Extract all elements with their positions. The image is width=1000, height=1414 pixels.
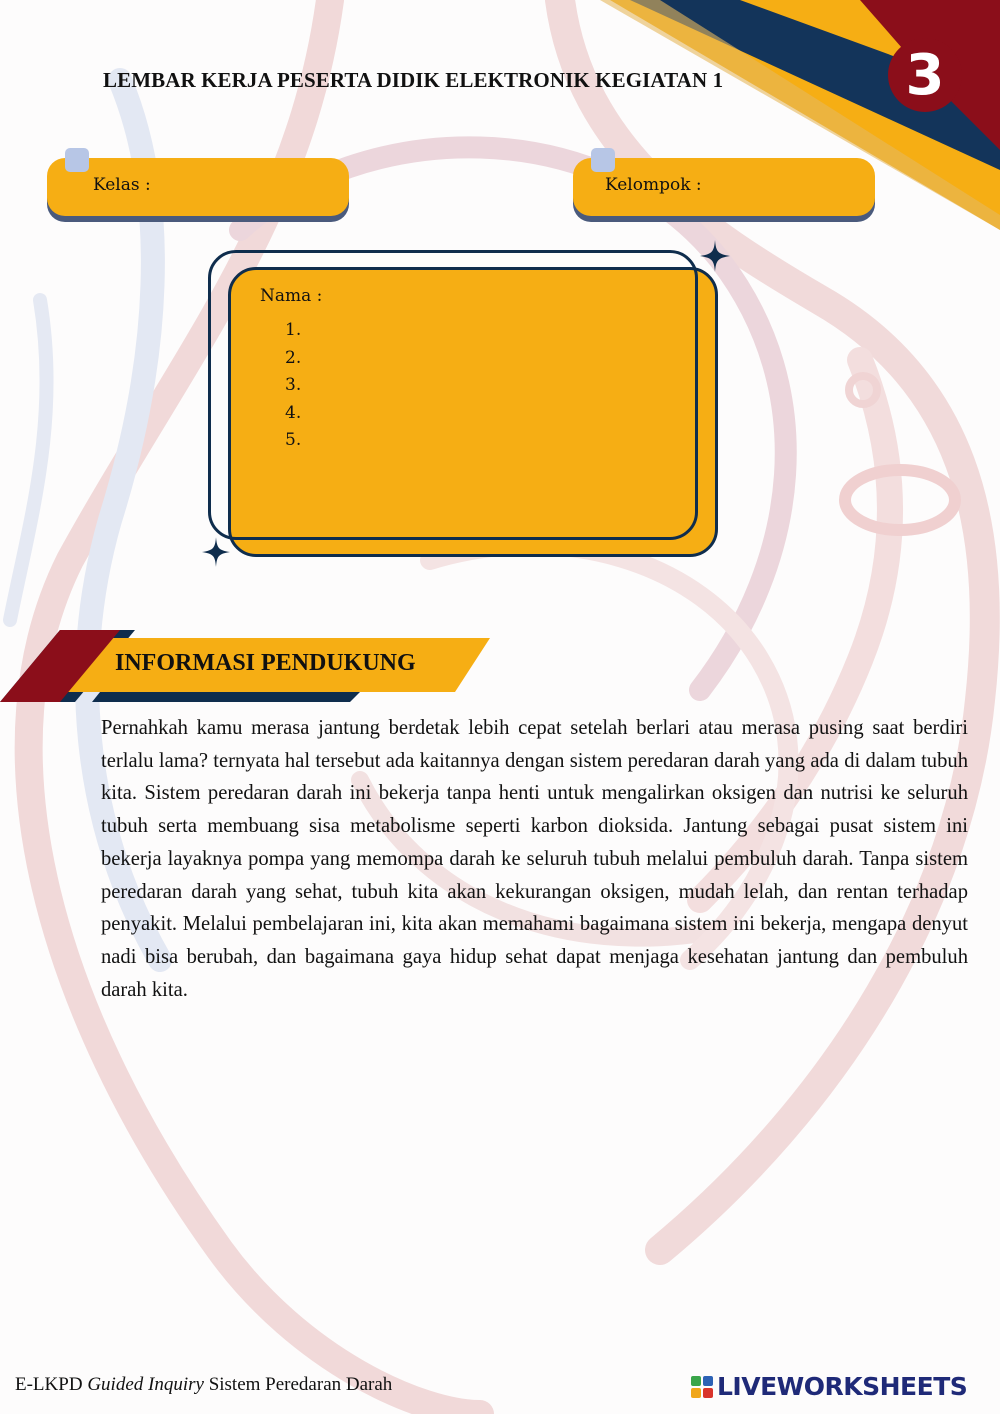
footer-caption [15,1374,392,1396]
info-paragraph: Pernahkah kamu merasa jantung berdetak lebih cepat setelah berlari atau merasa pusing saat berdiri terlalu lama? ternyata hal tersebut ada kaitannya dengan sistem peredaran darah yang ada di dalam tubuh kita. Sistem peredaran darah ini bekerja tanpa henti untuk mengalirkan oksigen dan nutrisi ke seluruh tubuh serta membuang sisa metabolisme seperti karbon dioksida. Jantung sebagai pusat sistem ini bekerja layaknya pompa yang memompa darah ke seluruh tubuh melalui pembuluh darah. Tanpa sistem peredaran darah yang sehat, tubuh kita akan kekurangan oksigen, mudah lelah, dan rentan terhadap penyakit. Melalui pembelajaran ini, kita akan memahami bagaimana sistem ini bekerja, mengapa denyut nadi bisa berubah, dan bagaimana gaya hidup sehat dapat menjaga kesehatan jantung dan pembuluh darah kita. [101,717,968,1001]
kelas-label: Kelas : [93,175,151,195]
liveworksheets-logo[interactable] [691,1372,967,1401]
nama-item[interactable]: 1. [285,320,302,340]
nama-item[interactable]: 4. [285,402,302,423]
sparkle-icon [202,537,230,567]
kelas-field[interactable] [47,158,349,216]
section-title: INFORMASI PENDUKUNG [115,650,416,676]
nama-item[interactable]: 2. [285,347,302,368]
chapter-number-badge: 3 [888,38,962,112]
kelompok-field[interactable] [573,158,875,216]
nama-label: Nama : [260,286,323,306]
footer-suffix: Sistem Peredaran Darah [208,1374,393,1395]
liveworksheets-logo-icon [691,1376,713,1398]
nama-item[interactable]: 5. [285,430,302,450]
footer-prefix: E-LKPD [15,1374,83,1395]
nama-item[interactable]: 3. [285,375,302,395]
field-tab-decoration [591,148,615,172]
sparkle-icon [700,240,730,272]
liveworksheets-wordmark: LIVEWORKSHEETS [717,1372,968,1401]
page-title: LEMBAR KERJA PESERTA DIDIK ELEKTRONIK KEGIATAN 1 [103,68,724,92]
footer-italic: Guided Inquiry [87,1374,204,1395]
nama-field[interactable] [260,286,322,458]
field-tab-decoration [65,148,89,172]
nama-list [260,320,322,458]
kelompok-label: Kelompok : [605,175,702,195]
